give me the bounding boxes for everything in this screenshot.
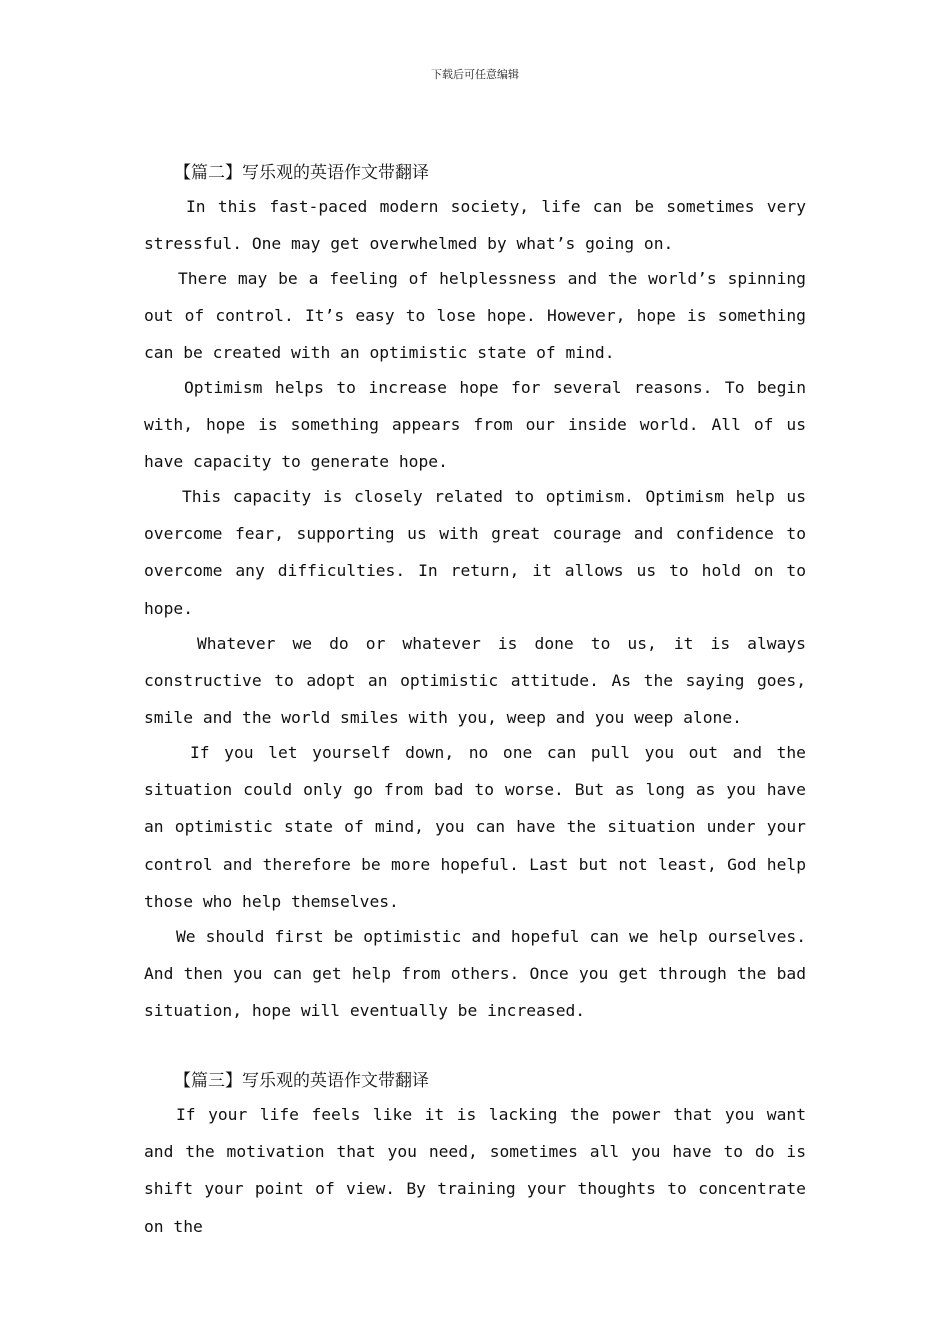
paragraph: In this fast-paced modern society, life can be sometimes very stressful. One may get overwhelmed by what’s going on. <box>144 197 806 254</box>
paragraph: Optimism helps to increase hope for several reasons. To begin with, hope is something appears from our inside world. All of us have capacity to generate hope. <box>144 378 806 472</box>
page-header: 下载后可任意编辑 <box>431 68 519 81</box>
paragraph: If your life feels like it is lacking the power that you want and the motivation that you need, sometimes all you have to do is shift your point of view. By training your thoughts to concentrate on the <box>144 1105 806 1236</box>
paragraph: Whatever we do or whatever is done to us, it is always constructive to adopt an optimistic attitude. As the saying goes, smile and the world smiles with you, weep and you weep alone. <box>144 634 806 728</box>
paragraph: This capacity is closely related to optimism. Optimism help us overcome fear, supporting us with great courage and confidence to overcome any difficulties. In return, it allows us to hold on to hope. <box>144 487 806 618</box>
paragraph: If you let yourself down, no one can pull you out and the situation could only go from bad to worse. But as long as you have an optimistic state of mind, you can have the situation under your control and therefore be more hopeful. Last but not least, God help those who help themselves. <box>144 743 806 911</box>
paragraph: We should first be optimistic and hopeful can we help ourselves. And then you can get help from others. Once you get through the bad situation, hope will eventually be increased. <box>144 927 806 1021</box>
section-heading-3: 【篇三】写乐观的英语作文带翻译 <box>174 1071 429 1091</box>
paragraph: There may be a feeling of helplessness and the world’s spinning out of control. It’s easy to lose hope. However, hope is something can be created with an optimistic state of mind. <box>144 269 806 363</box>
section-heading-2: 【篇二】写乐观的英语作文带翻译 <box>174 163 429 183</box>
